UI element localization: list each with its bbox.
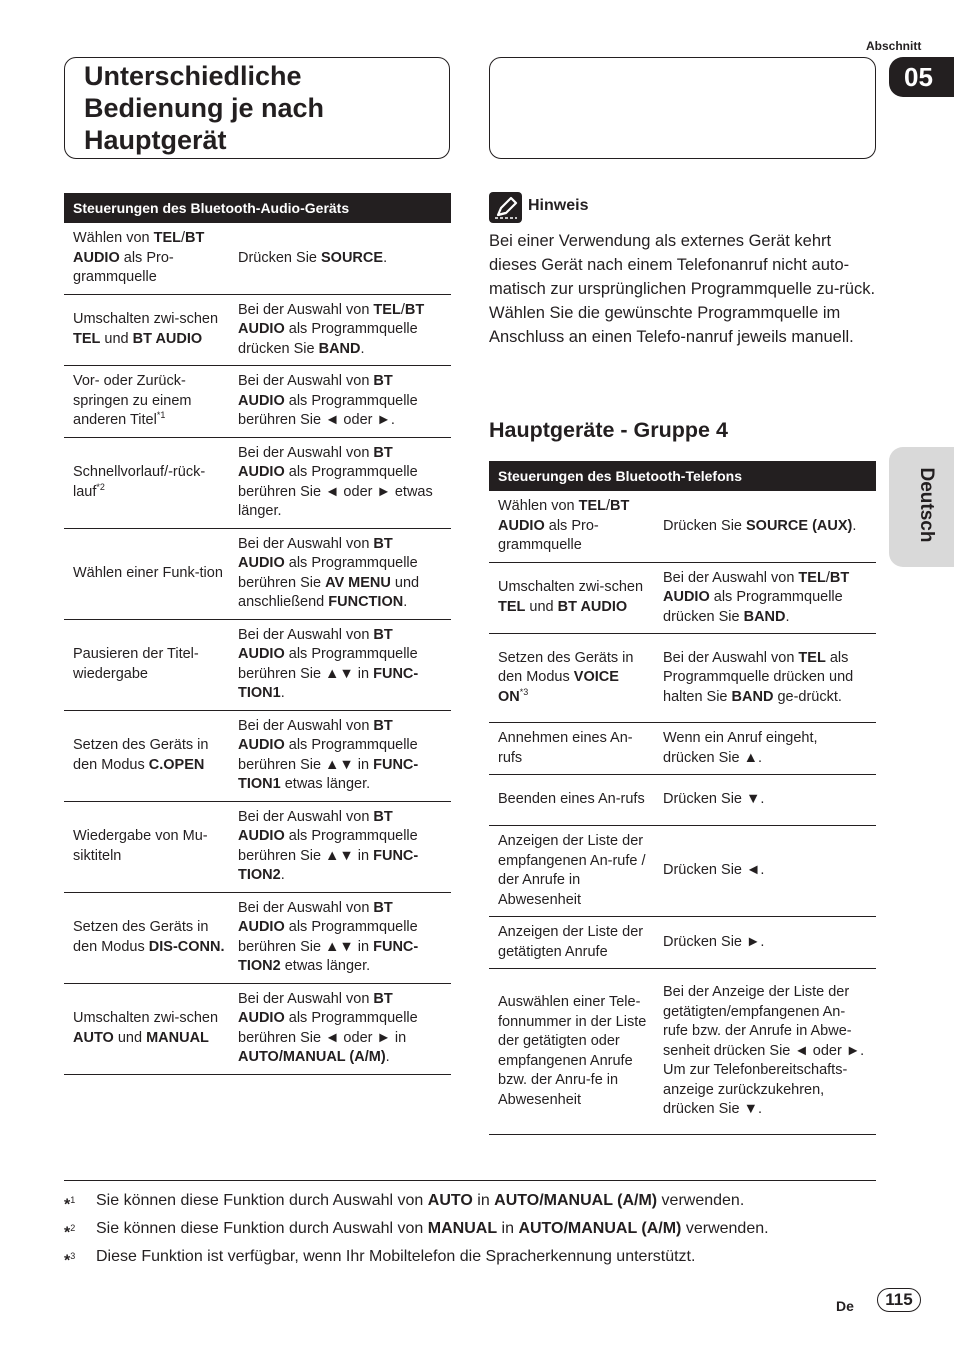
language-code: De: [836, 1298, 854, 1314]
footnote-marker: *$^2$: [64, 1222, 76, 1242]
footnote-divider: [64, 1180, 876, 1181]
action-cell: Bei der Auswahl von BT AUDIO als Programmquelle berühren Sie AV MENU und anschließend FUNCTION.: [231, 528, 451, 619]
footnote-text: Sie können diese Funktion durch Auswahl von AUTO in AUTO/MANUAL (A/M) verwenden.: [96, 1192, 745, 1209]
function-cell: Annehmen eines An-rufs: [489, 723, 656, 775]
table-body: [64, 223, 451, 1074]
table-row: [489, 917, 876, 969]
action-cell: Drücken Sie ◄.: [656, 826, 876, 917]
table-row: [64, 619, 451, 710]
section-label: Abschnitt: [866, 39, 922, 53]
table-row: [64, 710, 451, 801]
bluetooth-audio-controls-table: [64, 193, 451, 1075]
title-line-2: Bedienung je nach: [84, 93, 325, 123]
function-cell: Wählen von TEL/BT AUDIO als Pro-grammquelle: [64, 223, 231, 294]
bluetooth-phone-controls-table: [489, 461, 876, 1135]
action-cell: Wenn ein Anruf eingeht, drücken Sie ▲.: [656, 723, 876, 775]
table-row: [64, 294, 451, 366]
function-cell: Wählen einer Funk-tion: [64, 528, 231, 619]
action-cell: Bei der Auswahl von BT AUDIO als Programmquelle berühren Sie ▲▼ in FUNC-TION1 etwas länger.: [231, 710, 451, 801]
function-cell: Umschalten zwi-schen TEL und BT AUDIO: [489, 562, 656, 634]
table-row: [64, 983, 451, 1074]
table-body: [489, 491, 876, 1135]
function-cell: Wiedergabe von Mu-siktiteln: [64, 801, 231, 892]
function-cell: Wählen von TEL/BT AUDIO als Pro-grammquelle: [489, 491, 656, 562]
table-header: Steuerungen des Bluetooth-Telefons: [489, 461, 876, 491]
function-cell: Setzen des Geräts in den Modus DIS-CONN.: [64, 892, 231, 983]
function-cell: Umschalten zwi-schen AUTO und MANUAL: [64, 983, 231, 1074]
action-cell: Drücken Sie SOURCE.: [231, 223, 451, 294]
action-cell: Bei der Auswahl von BT AUDIO als Programmquelle berühren Sie ▲▼ in FUNC-TION1.: [231, 619, 451, 710]
action-cell: Bei der Anzeige der Liste der getätigten/empfangenen An-rufe bzw. der Anrufe in Abwe-senheit drücken Sie ◄ oder ►. Um zur Telefonbereitschafts-anzeige zurückzukehren, drücken Sie ▼.: [656, 969, 876, 1135]
title-line-3: Hauptgerät: [84, 125, 227, 155]
action-cell: Drücken Sie SOURCE (AUX).: [656, 491, 876, 562]
table-row: [489, 723, 876, 775]
note-title: Hinweis: [528, 197, 589, 214]
table-row: [64, 366, 451, 438]
function-cell: Setzen des Geräts in den Modus C.OPEN: [64, 710, 231, 801]
note-pencil-icon: [489, 192, 522, 223]
footnote: [64, 1245, 884, 1273]
function-cell: Auswählen einer Tele-fonnummer in der Liste der getätigten oder empfangenen Anrufe bzw. der Anru-fe in Abwesenheit: [489, 969, 656, 1135]
footnote: [64, 1189, 884, 1217]
action-cell: Bei der Auswahl von TEL als Programmquelle drücken und halten Sie BAND ge-drückt.: [656, 634, 876, 723]
action-cell: Bei der Auswahl von BT AUDIO als Programmquelle berühren Sie ◄ oder ► in AUTO/MANUAL (A/M).: [231, 983, 451, 1074]
section-heading: Hauptgeräte - Gruppe 4: [489, 418, 728, 442]
table-row: [64, 892, 451, 983]
function-cell: Beenden eines An-rufs: [489, 775, 656, 826]
footnote-text: Diese Funktion ist verfügbar, wenn Ihr Mobiltelefon die Spracherkennung unterstützt.: [96, 1247, 696, 1265]
function-cell: Anzeigen der Liste der empfangenen An-rufe / der Anrufe in Abwesenheit: [489, 826, 656, 917]
action-cell: Drücken Sie ▼.: [656, 775, 876, 826]
function-cell: Pausieren der Titel-wiedergabe: [64, 619, 231, 710]
table-row: [489, 491, 876, 562]
action-cell: Drücken Sie ►.: [656, 917, 876, 969]
function-cell: Vor- oder Zurück-springen zu einem anderen Titel$^{*1}$: [64, 366, 231, 438]
footnote-text: Sie können diese Funktion durch Auswahl von MANUAL in AUTO/MANUAL (A/M) verwenden.: [96, 1219, 769, 1237]
table-row: [489, 826, 876, 917]
footnote-marker: *$^3$: [64, 1250, 76, 1269]
function-cell: Setzen des Geräts in den Modus VOICE ON$^{*3}$: [489, 634, 656, 723]
function-cell: Schnellvorlauf/-rück-lauf$^{*2}$: [64, 437, 231, 528]
table-row: [64, 437, 451, 528]
table-row: [64, 223, 451, 294]
function-cell: Umschalten zwi-schen TEL und BT AUDIO: [64, 294, 231, 366]
title-line-1: Unterschiedliche: [84, 61, 302, 91]
function-cell: Anzeigen der Liste der getätigten Anrufe: [489, 917, 656, 969]
page-title: [84, 60, 444, 156]
action-cell: Bei der Auswahl von BT AUDIO als Programmquelle berühren Sie ▲▼ in FUNC-TION2.: [231, 801, 451, 892]
table-row: [64, 528, 451, 619]
table-row: [489, 562, 876, 634]
table-row: [489, 775, 876, 826]
page-number: 115: [877, 1288, 921, 1312]
table-row: [489, 634, 876, 723]
action-cell: Bei der Auswahl von BT AUDIO als Programmquelle berühren Sie ◄ oder ► etwas länger.: [231, 437, 451, 528]
header-empty-box: [489, 57, 876, 159]
action-cell: Bei der Auswahl von TEL/BT AUDIO als Programmquelle drücken Sie BAND.: [231, 294, 451, 366]
footnotes: [64, 1189, 884, 1272]
action-cell: Bei der Auswahl von BT AUDIO als Programmquelle berühren Sie ◄ oder ►.: [231, 366, 451, 438]
action-cell: Bei der Auswahl von BT AUDIO als Programmquelle berühren Sie ▲▼ in FUNC-TION2 etwas länger.: [231, 892, 451, 983]
footnote: [64, 1217, 884, 1245]
language-side-tab-label: Deutsch: [916, 467, 937, 543]
section-number-badge: 05: [889, 57, 954, 97]
footnote-marker: *$^1$: [64, 1195, 76, 1214]
table-row: [489, 969, 876, 1135]
table-header: Steuerungen des Bluetooth-Audio-Geräts: [64, 193, 451, 223]
action-cell: Bei der Auswahl von TEL/BT AUDIO als Programmquelle drücken Sie BAND.: [656, 562, 876, 634]
table-row: [64, 801, 451, 892]
note-text: Bei einer Verwendung als externes Gerät kehrt dieses Gerät nach einem Telefonanruf nicht auto-matisch zur ursprünglichen Programmquelle zu-rück. Wählen Sie die gewünschte Programmquelle im Anschluss an einen Telefo-nanruf jeweils manuell.: [489, 232, 876, 346]
